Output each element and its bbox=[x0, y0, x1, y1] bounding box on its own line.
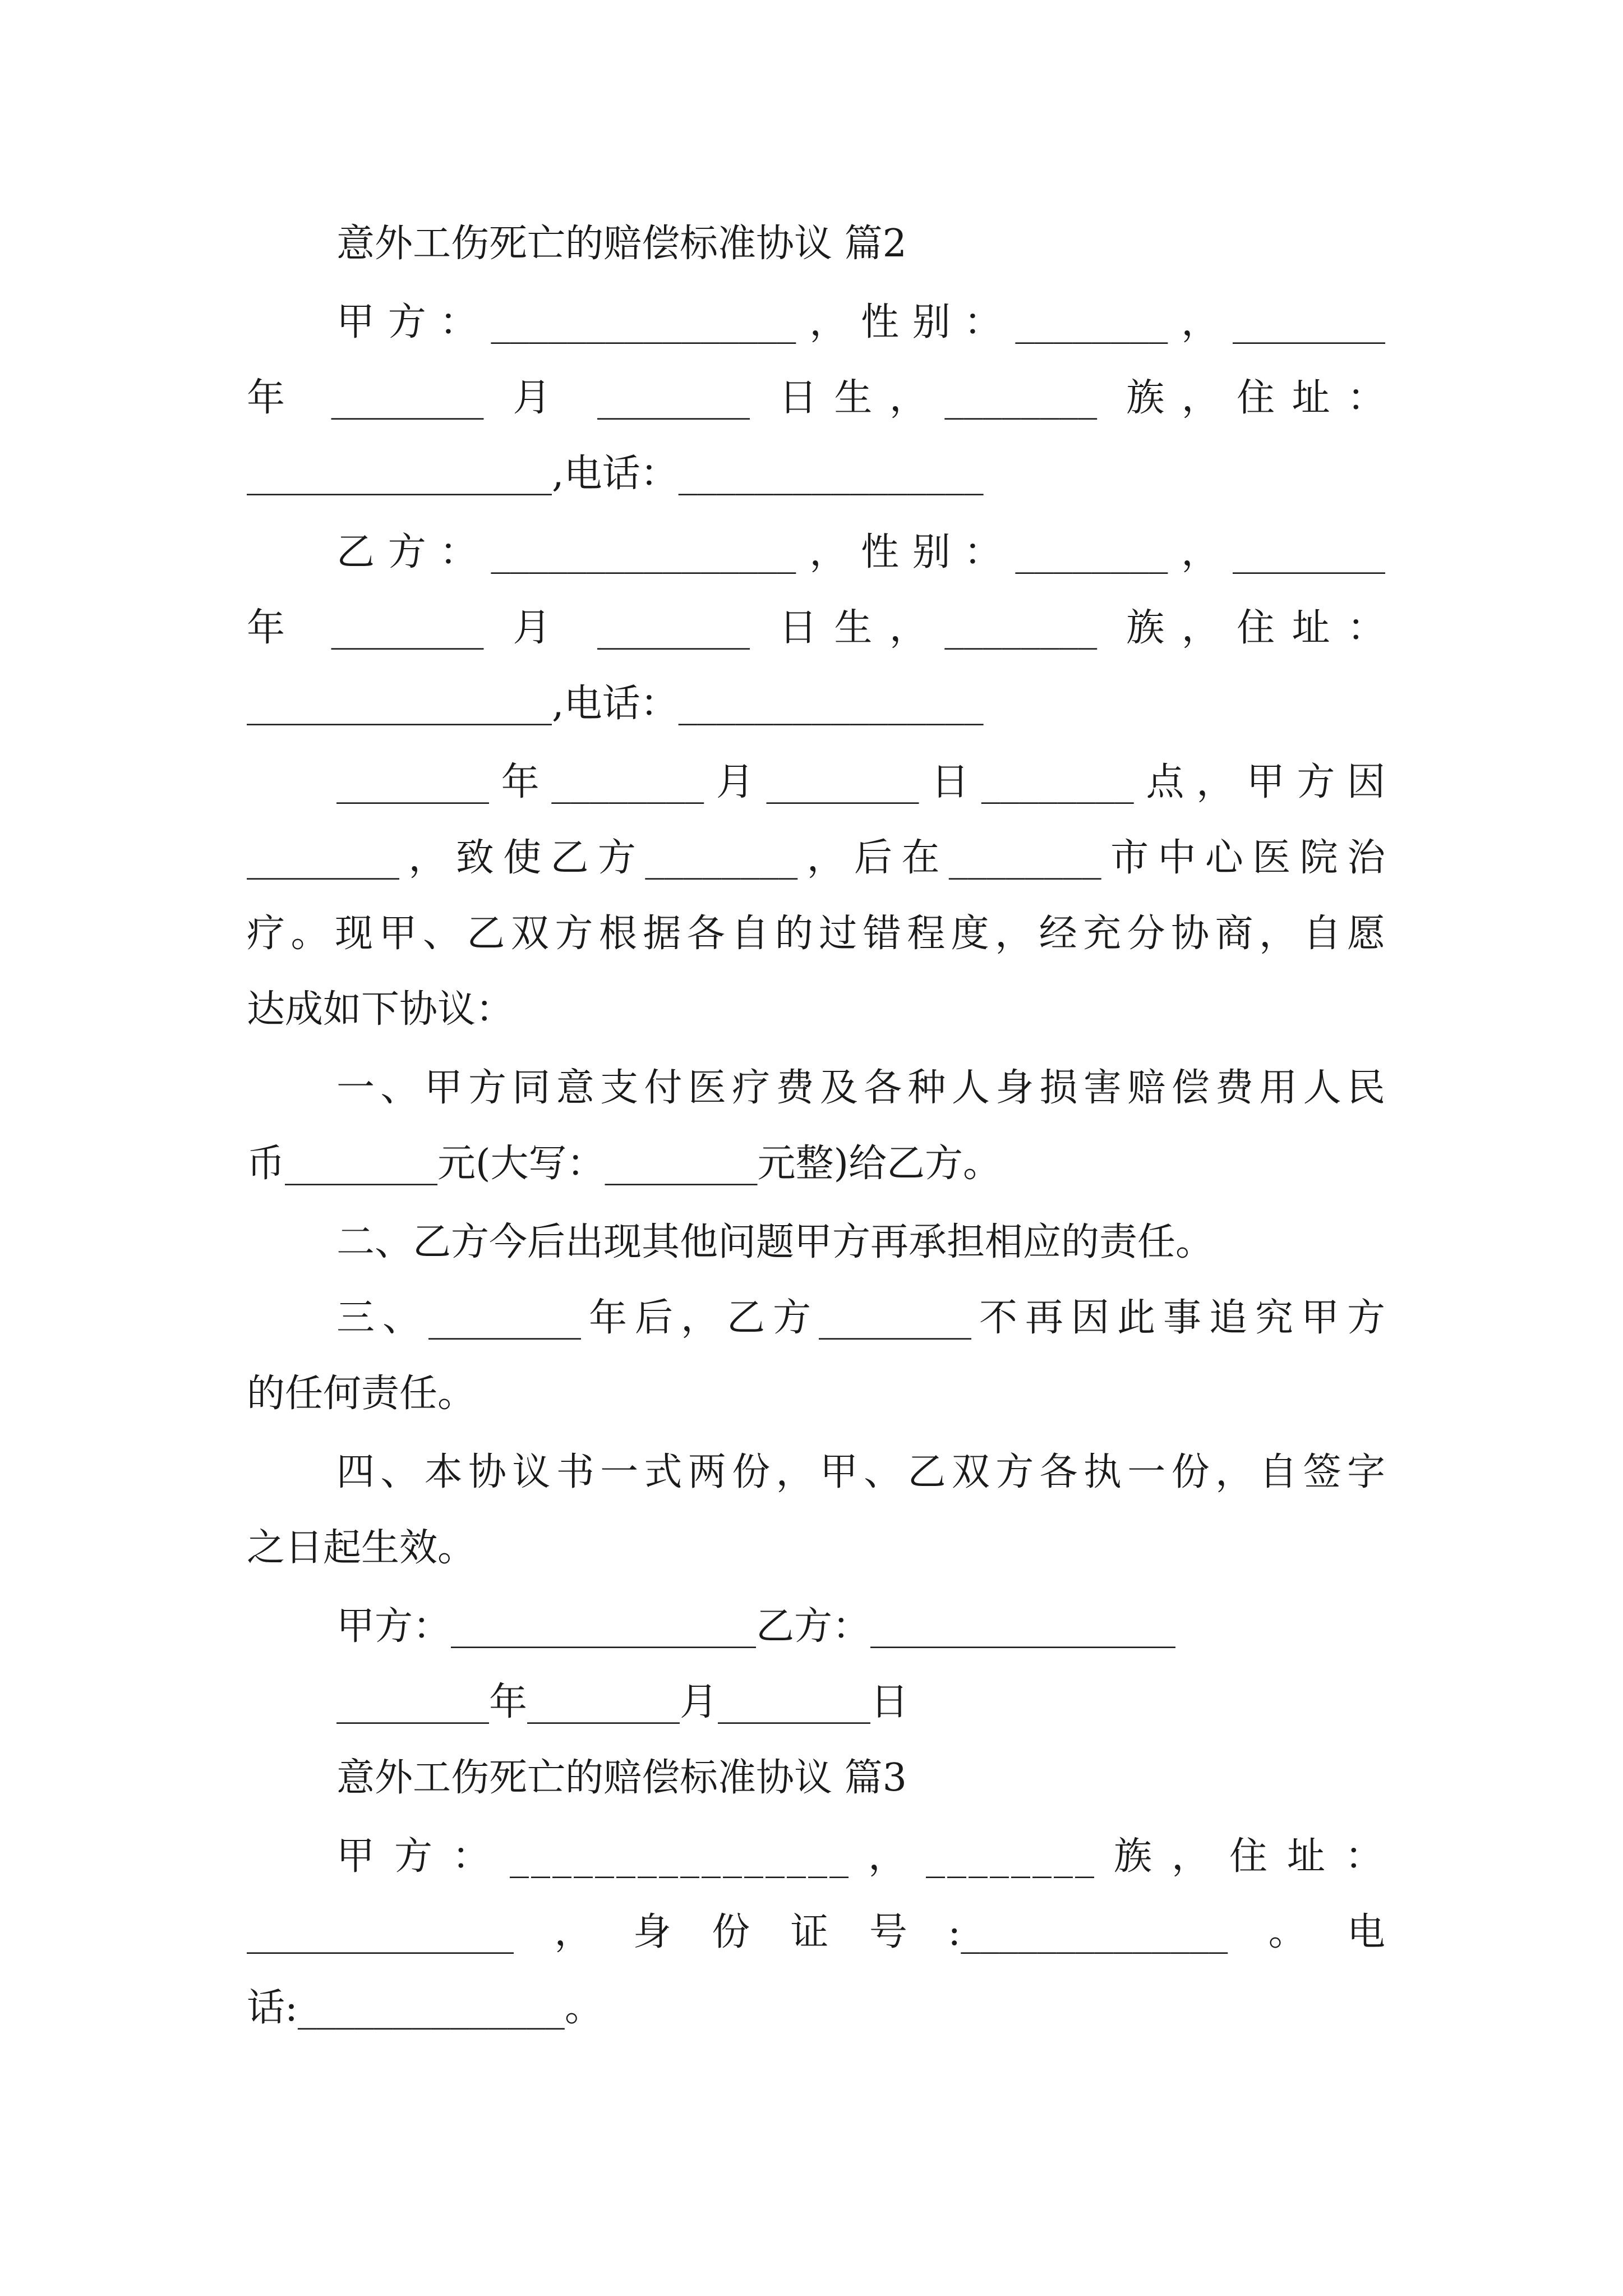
clause-1-line-1: 一、甲方同意支付医疗费及各种人身损害赔偿费用人民 bbox=[336, 1066, 1385, 1110]
party-a3-line-2: ______________，身份证号:______________。电 bbox=[247, 1910, 1385, 1954]
party-a3-line-1: 甲方：________________，________族，住址： bbox=[336, 1834, 1385, 1879]
section-heading-3: 意外工伤死亡的赔偿标准协议 篇3 bbox=[336, 1756, 907, 1800]
party-a-line-2: 年 ________ 月 ________ 日生，________ 族，住址： bbox=[247, 376, 1385, 420]
incident-line-3: 疗。现甲、乙双方根据各自的过错程度，经充分协商，自愿 bbox=[247, 912, 1385, 956]
clause-3-line-1: 三、________年后，乙方________不再因此事追究甲方 bbox=[336, 1296, 1385, 1340]
incident-line-1: ________年________月________日________点，甲方因 bbox=[336, 760, 1385, 804]
clause-4-line-2: 之日起生效。 bbox=[247, 1526, 476, 1570]
date-line: ________年________月________日 bbox=[336, 1680, 909, 1724]
party-a3-line-3: 话:______________。 bbox=[247, 1986, 603, 2030]
clause-1-line-2: 币________元(大写：________元整)给乙方。 bbox=[247, 1142, 1002, 1186]
clause-2: 二、乙方今后出现其他问题甲方再承担相应的责任。 bbox=[336, 1220, 1214, 1264]
incident-line-4: 达成如下协议： bbox=[247, 987, 514, 1032]
party-a-line-1: 甲方：________________，性别：________，________ bbox=[336, 300, 1385, 344]
section-heading-2: 意外工伤死亡的赔偿标准协议 篇2 bbox=[336, 222, 907, 266]
party-b-line-3: ________________,电话：________________ bbox=[247, 682, 984, 726]
clause-3-line-2: 的任何责任。 bbox=[247, 1372, 476, 1416]
party-a-line-3: ________________,电话：________________ bbox=[247, 452, 984, 496]
clause-4-line-1: 四、本协议书一式两份，甲、乙双方各执一份，自签字 bbox=[336, 1450, 1385, 1494]
signature-line: 甲方：________________乙方：________________ bbox=[336, 1604, 1176, 1649]
party-b-line-2: 年 ________ 月 ________ 日生，________ 族，住址： bbox=[247, 606, 1385, 650]
party-b-line-1: 乙方：________________，性别：________，________ bbox=[336, 530, 1385, 574]
incident-line-2: ________，致使乙方________，后在________市中心医院治 bbox=[247, 836, 1385, 880]
